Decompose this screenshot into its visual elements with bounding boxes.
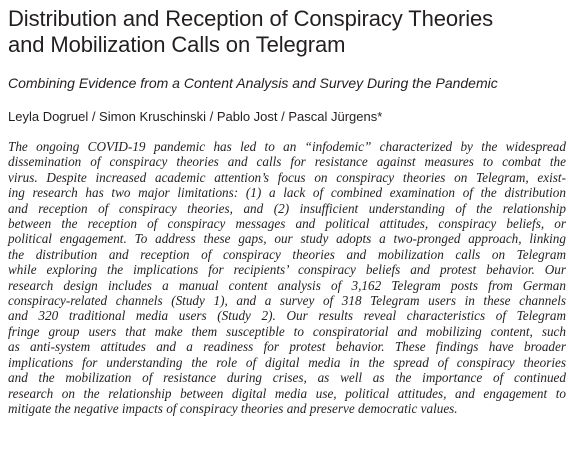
title-line: Distribution and Reception of Conspiracy Theories xyxy=(8,6,494,31)
abstract-line: research design includes a manual content analysis of 3,162 Telegram posts from German xyxy=(8,277,566,293)
paper-header xyxy=(8,6,566,416)
abstract-line: The ongoing COVID-19 pandemic has led to an “infodemic” characterized by the widespread xyxy=(8,139,566,154)
abstract-line: the distribution and reception of conspiracy theories and mobilization calls on Telegram xyxy=(8,246,566,262)
abstract-line: as anti-system attitudes and a readiness for protest behavior. These findings have broader xyxy=(8,339,566,355)
paper-title xyxy=(8,6,566,58)
abstract-line: and the mobilization of resistance during crises, as well as the importance of continued xyxy=(8,370,566,386)
paper-subtitle: Combining Evidence from a Content Analysis and Survey During the Pandemic xyxy=(8,75,498,91)
abstract-line: and 320 traditional media users (Study 2). Our results reveal characteristics of Telegram xyxy=(8,308,566,324)
abstract-line: fringe group users that make them susceptible to conspiratorial and mobilizing content, such xyxy=(8,323,566,339)
abstract-line: research on the relationship between digital media use, political attitudes, and engagement to xyxy=(8,385,566,401)
abstract-line: while exploring the implications for recipients’ conspiracy beliefs and protest behavior. Our xyxy=(8,262,566,278)
abstract-line: conspiracy-related channels (Study 1), and a survey of 318 Telegram users in these channels xyxy=(8,293,566,309)
abstract-line: and reception of conspiracy theories, and (2) insufficient understanding of the relationship xyxy=(8,200,566,216)
abstract-line: mitigate the negative impacts of conspiracy theories and preserve democratic values. xyxy=(8,400,458,416)
abstract-line: ing research has two major limitations: (1) a lack of combined examination of the distribution xyxy=(8,185,566,201)
title-line: and Mobilization Calls on Telegram xyxy=(8,32,346,57)
abstract-line: political engagement. To address these gaps, our study adopts a two-pronged approach, linking xyxy=(8,231,566,247)
abstract-line: dissemination of conspiracy theories and calls for resistance against measures to combat the xyxy=(8,154,566,170)
abstract-line: virus. Despite increased academic attention’s focus on conspiracy theories on Telegram, exist- xyxy=(8,169,566,185)
abstract-line: implications for understanding the role of digital media in the spread of conspiracy theories xyxy=(8,354,566,370)
author-list: Leyla Dogruel / Simon Kruschinski / Pablo Jost / Pascal Jürgens* xyxy=(8,109,383,124)
abstract-line: between the reception of conspiracy messages and political attitudes, conspiracy beliefs, or xyxy=(8,216,566,232)
abstract xyxy=(8,139,566,416)
